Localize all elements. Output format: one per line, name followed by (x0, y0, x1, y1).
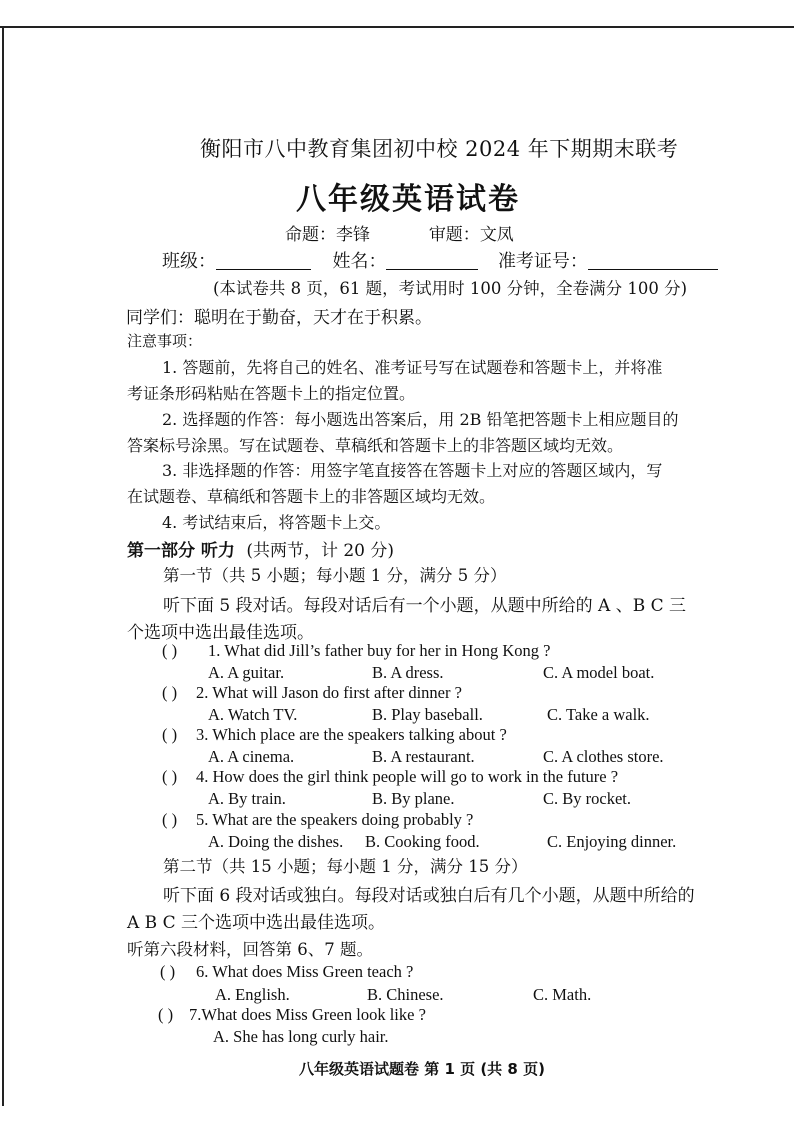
question-stem-q6: 6. What does Miss Green teach ? (196, 962, 414, 981)
setter-label: 命题： (285, 225, 336, 245)
option-q3-c: C. A clothes store. (543, 747, 664, 766)
answer-paren-q3[interactable]: ( ) (162, 725, 178, 744)
material-6-note: 听第六段材料，回答第 6、7 题。 (127, 940, 373, 959)
answer-paren-q7[interactable]: ( ) (158, 1005, 174, 1024)
student-info-line (162, 247, 718, 273)
notice-item-4: 4. 考试结束后，将答题卡上交。 (162, 513, 391, 532)
option-q2-b: B. Play baseball. (372, 705, 483, 724)
answer-paren-q5[interactable]: ( ) (162, 810, 178, 829)
section2-instruction-1: 听下面 6 段对话或独白。每段对话或独白后有几个小题，从题中所给的 (163, 886, 695, 906)
class-label: 班级： (162, 251, 216, 272)
page-footer: 八年级英语试题卷 第 1 页 (共 8 页) (299, 1060, 545, 1078)
option-q2-c: C. Take a walk. (547, 705, 650, 724)
page-border-left (2, 26, 4, 1106)
notice-heading: 注意事项： (127, 332, 203, 350)
section1-title: 第一节（共 5 小题；每小题 1 分，满分 5 分） (163, 566, 507, 585)
exam-summary: (本试卷共 8 页，61 题，考试用时 100 分钟，全卷满分 100 分) (213, 279, 688, 298)
notice-item-1-line-2: 考证条形码粘贴在答题卡上的指定位置。 (127, 384, 416, 403)
question-stem-q2: 2. What will Jason do first after dinner ? (196, 683, 462, 702)
setter-name: 李锋 (336, 225, 370, 245)
option-q1-a: A. A guitar. (208, 663, 285, 682)
page-border-top (0, 26, 794, 28)
reviewer-name: 文凤 (479, 225, 514, 245)
option-q2-a: A. Watch TV. (208, 705, 298, 724)
part1-title: 第一部分 听力 (127, 541, 235, 561)
option-q6-a: A. English. (215, 985, 290, 1004)
option-q1-b: B. A dress. (372, 663, 444, 682)
motto: 同学们：聪明在于勤奋，天才在于积累。 (126, 308, 432, 328)
question-stem-q1: 1. What did Jill’s father buy for her in Hong Kong ? (208, 641, 551, 660)
section1-instruction-2: 个选项中选出最佳选项。 (127, 623, 314, 643)
notice-item-1-line-1: 1. 答题前，先将自己的姓名、准考证号写在试题卷和答题卡上，并将准 (162, 358, 663, 377)
question-stem-q7: 7.What does Miss Green look like ? (189, 1005, 426, 1024)
section1-instruction-1: 听下面 5 段对话。每段对话后有一个小题，从题中所给的 A 、B C 三 (163, 596, 687, 616)
exam-id-blank[interactable] (588, 251, 718, 270)
option-q5-b: B. Cooking food. (365, 832, 480, 851)
option-q4-a: A. By train. (208, 789, 286, 808)
notice-item-3-line-1: 3. 非选择题的作答：用签字笔直接答在答题卡上对应的答题区域内，写 (162, 461, 663, 480)
option-q5-a: A. Doing the dishes. (208, 832, 344, 851)
exam-id-label: 准考证号： (497, 251, 588, 272)
notice-item-2-line-2: 答案标号涂黑。写在试题卷、草稿纸和答题卡上的非答题区域均无效。 (127, 436, 624, 455)
question-stem-q3: 3. Which place are the speakers talking about ? (196, 725, 507, 744)
section2-title: 第二节（共 15 小题；每小题 1 分，满分 15 分） (163, 857, 528, 876)
name-label: 姓名： (332, 251, 387, 272)
option-q7-a: A. She has long curly hair. (213, 1027, 389, 1046)
option-q4-b: B. By plane. (372, 789, 455, 808)
answer-paren-q2[interactable]: ( ) (162, 683, 178, 702)
answer-paren-q4[interactable]: ( ) (162, 767, 178, 786)
option-q6-b: B. Chinese. (367, 985, 444, 1004)
question-stem-q5: 5. What are the speakers doing probably ? (196, 810, 474, 829)
section2-instruction-2: A B C 三个选项中选出最佳选项。 (127, 913, 385, 933)
name-blank[interactable] (386, 251, 478, 270)
option-q5-c: C. Enjoying dinner. (547, 832, 677, 851)
answer-paren-q1[interactable]: ( ) (162, 641, 178, 660)
part1-meta: (共两节，计 20 分) (246, 541, 395, 561)
option-q6-c: C. Math. (533, 985, 592, 1004)
paper-title: 八年级英语试卷 (296, 182, 520, 217)
reviewer-label: 审题： (428, 225, 480, 245)
school-exam-title: 衡阳市八中教育集团初中校 2024 年下期期末联考 (200, 137, 679, 161)
notice-item-3-line-2: 在试题卷、草稿纸和答题卡上的非答题区域均无效。 (127, 487, 496, 506)
setter-line (285, 220, 514, 245)
part1-heading (127, 536, 394, 561)
notice-item-2-line-1: 2. 选择题的作答：每小题选出答案后，用 2B 铅笔把答题卡上相应题目的 (162, 410, 679, 429)
option-q3-a: A. A cinema. (208, 747, 295, 766)
class-blank[interactable] (216, 251, 311, 270)
option-q1-c: C. A model boat. (543, 663, 655, 682)
option-q4-c: C. By rocket. (543, 789, 631, 808)
question-stem-q4: 4. How does the girl think people will go to work in the future ? (196, 767, 619, 786)
answer-paren-q6[interactable]: ( ) (160, 962, 176, 981)
option-q3-b: B. A restaurant. (372, 747, 475, 766)
